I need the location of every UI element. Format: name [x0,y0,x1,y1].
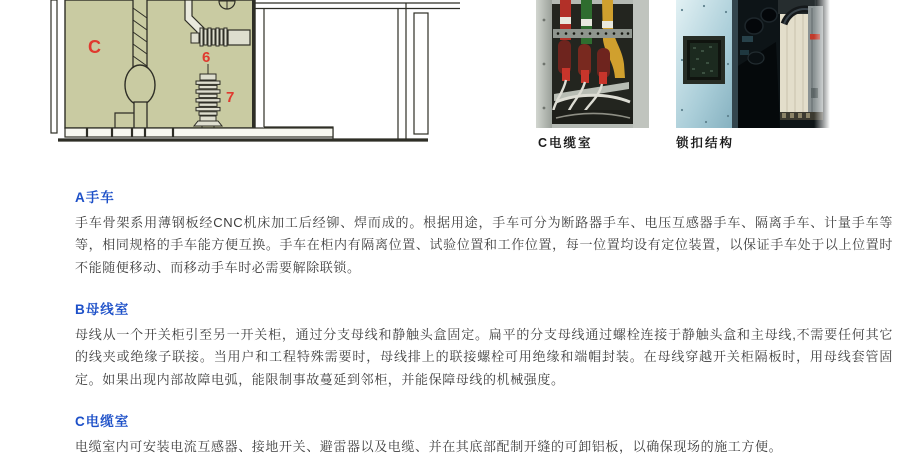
section-heading-a: A手车 [75,190,115,205]
part-label-7: 7 [226,89,235,106]
section-body-b: 母线从一个开关柜引至另一开关柜，通过分支母线和静触头盒固定。扁平的分支母线通过螺栓连接于静触头盒和主母线,不需要任何其它的线夹或绝缘子联接。当用户和工程特殊需要时，母线排上的联接螺栓可用绝缘和端帽封装。在母线穿越开关柜隔板时，用母线套管固定。如果出现内部故障电弧，能限制事故蔓延到邻柜，并能保障母线的机械强度。 [75,327,893,387]
section-heading-c: C电缆室 [75,414,130,429]
section-handcart [75,186,893,279]
photo-edge-fade [814,0,830,128]
photo-cable-compartment [536,0,649,128]
caption-cable-compartment: C电缆室 [538,136,593,150]
section-cable-compartment [75,410,893,458]
switchgear-cross-section-diagram [40,0,460,150]
photo-cable-compartment-svg [536,0,649,128]
photo-lock-structure-svg [676,0,830,128]
breaker-side-panel [780,8,808,120]
photo-lock-structure [676,0,830,128]
cable-compartment-region [65,0,255,128]
part-label-6: 6 [202,49,211,66]
section-body-a: 手车骨架系用薄钢板经CNC机床加工后经铆、焊而成的。根据用途，手车可分为断路器手车、电压互感器手车、隔离手车、计量手车等等，相同规格的手车能方便互换。手车在柜内有隔离位置、试验位置和工作位置，每一位置均设有定位装置，以保证手车处于以上位置时不能随便移动、而移动手车时必需要解除联锁。 [75,215,893,275]
section-body-c: 电缆室内可安装电流互感器、接地开关、避雷器以及电缆、并在其底部配制开缝的可卸铝板，以确保现场的施工方便。 [75,439,783,454]
diagram-svg [40,0,460,150]
horizontal-bushing-drawing [191,28,250,46]
diagram-left-frame [51,0,57,133]
section-heading-b: B母线室 [75,302,130,317]
mechanism-cylinder-2 [761,8,777,22]
bottom-rail [65,128,333,137]
compartment-label-c: C [88,37,101,57]
adjacent-compartment-outline [254,3,460,139]
cabinet-right-frame [633,0,649,128]
mechanism-cylinder-1 [745,18,763,34]
caption-lock-structure: 锁扣结构 [676,136,735,150]
door-edge [732,0,738,128]
section-busbar-compartment [75,298,893,391]
